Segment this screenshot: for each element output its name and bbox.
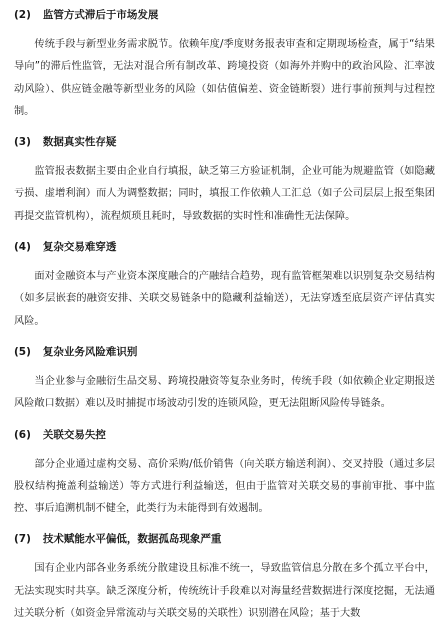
section-5 (14, 343, 435, 416)
section-title: 关联交易失控 (42, 428, 106, 441)
section-body: 部分企业通过虚构交易、高价采购/低价销售（向关联方输送利润）、交叉持股（通过多层股权结构掩盖利益输送）等方式进行利益输送，但由于监管对关联交易的事前审批、事中监控、事后追溯机制不健全，此类行为未能得到有效遏制。 (14, 458, 435, 515)
section-heading (14, 238, 435, 256)
section-body: 传统手段与新型业务需求脱节。依赖年度/季度财务报表审查和定期现场检查，属于“结果导向”的滞后性监管，无法对混合所有制改革、跨境投资（如海外并购中的政治风险、汇率波动风险）、供应链金融等新型业务的风险（如估值偏差、资金链断裂）进行事前预判与过程控制。 (14, 39, 435, 117)
section-title: 技术赋能水平偏低，数据孤岛现象严重 (42, 533, 222, 546)
section-heading (14, 6, 435, 24)
section-number: (4) (14, 241, 31, 254)
section-heading (14, 343, 435, 361)
section-3 (14, 133, 435, 228)
section-body: 监管报表数据主要由企业自行填报，缺乏第三方验证机制，企业可能为规避监管（如隐藏亏损、虚增利润）而人为调整数据；同时，填报工作依赖人工汇总（如子公司层层上报至集团再提交监管机构），流程烦琐且耗时，导致数据的实时性和准确性无法保障。 (14, 166, 435, 222)
section-body: 当企业参与金融衍生品交易、跨境投融资等复杂业务时，传统手段（如依赖企业定期报送风险敞口数据）难以及时捕捉市场波动引发的连锁风险，更无法阻断风险传导链条。 (14, 375, 435, 410)
section-title: 数据真实性存疑 (42, 136, 117, 149)
section-7 (14, 530, 435, 625)
section-number: (7) (14, 533, 31, 546)
section-number: (5) (14, 345, 31, 358)
section-title: 监管方式滞后于市场发展 (42, 9, 159, 21)
section-heading (14, 426, 435, 444)
section-number: (3) (14, 136, 31, 149)
section-4 (14, 238, 435, 333)
section-title: 复杂业务风险难识别 (42, 345, 138, 358)
section-body: 国有企业内部各业务系统分散建设且标准不统一，导致监管信息分散在多个孤立平台中，无法实现实时共享。缺乏深度分析，传统统计手段难以对海量经营数据进行深度挖掘，无法通过关联分析（如资金异常流动与关联交易的关联性）识别潜在风险；基于大数 (14, 563, 435, 620)
section-number: (2) (14, 9, 31, 21)
section-number: (6) (14, 428, 31, 441)
section-title: 复杂交易难穿透 (42, 241, 117, 254)
section-2 (14, 6, 435, 123)
section-6 (14, 426, 435, 521)
section-heading (14, 530, 435, 548)
section-body: 面对金融资本与产业资本深度融合的产融结合趋势，现有监管框架难以识别复杂交易结构（如多层嵌套的融资安排、关联交易链条中的隐藏利益输送），无法穿透至底层资产评估真实风险。 (14, 271, 435, 327)
section-heading (14, 133, 435, 151)
